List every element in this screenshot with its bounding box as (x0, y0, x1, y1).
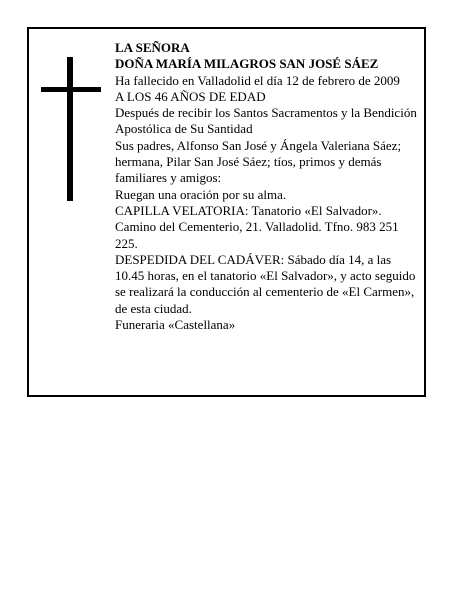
family-statement: Sus padres, Alfonso San José y Ángela Valeriana Sáez; hermana, Pilar San José Sáez; tíos, primos y demás familiares y amigos: (115, 137, 402, 186)
age-statement: A LOS 46 AÑOS DE EDAD (115, 88, 266, 104)
funeral-home: Funeraria «Castellana» (115, 317, 236, 333)
obituary-notice (27, 27, 426, 397)
death-statement: Ha fallecido en Valladolid el día 12 de febrero de 2009 (115, 72, 400, 88)
farewell-info: DESPEDIDA DEL CADÁVER: Sábado día 14, a las 10.45 horas, en el tanatorio «El Salvador», y acto seguido se realizará la conducción al cementerio de «El Carmen», de esta ciudad. (115, 251, 416, 316)
cross-icon (41, 57, 101, 201)
notice-text (115, 40, 420, 333)
deceased-name: DOÑA MARÍA MILAGROS SAN JOSÉ SÁEZ (115, 56, 379, 72)
chapel-info: CAPILLA VELATORIA: Tanatorio «El Salvador». Camino del Cementerio, 21. Valladolid. Tfno. 983 251 225. (115, 202, 399, 251)
notice-title: LA SEÑORA (115, 40, 190, 55)
cross-vertical-bar (67, 57, 73, 201)
prayer-request: Ruegan una oración por su alma. (115, 186, 287, 202)
cross-horizontal-bar (41, 87, 101, 92)
sacraments-statement: Después de recibir los Santos Sacramentos y la Bendición Apostólica de Su Santidad (115, 105, 417, 137)
